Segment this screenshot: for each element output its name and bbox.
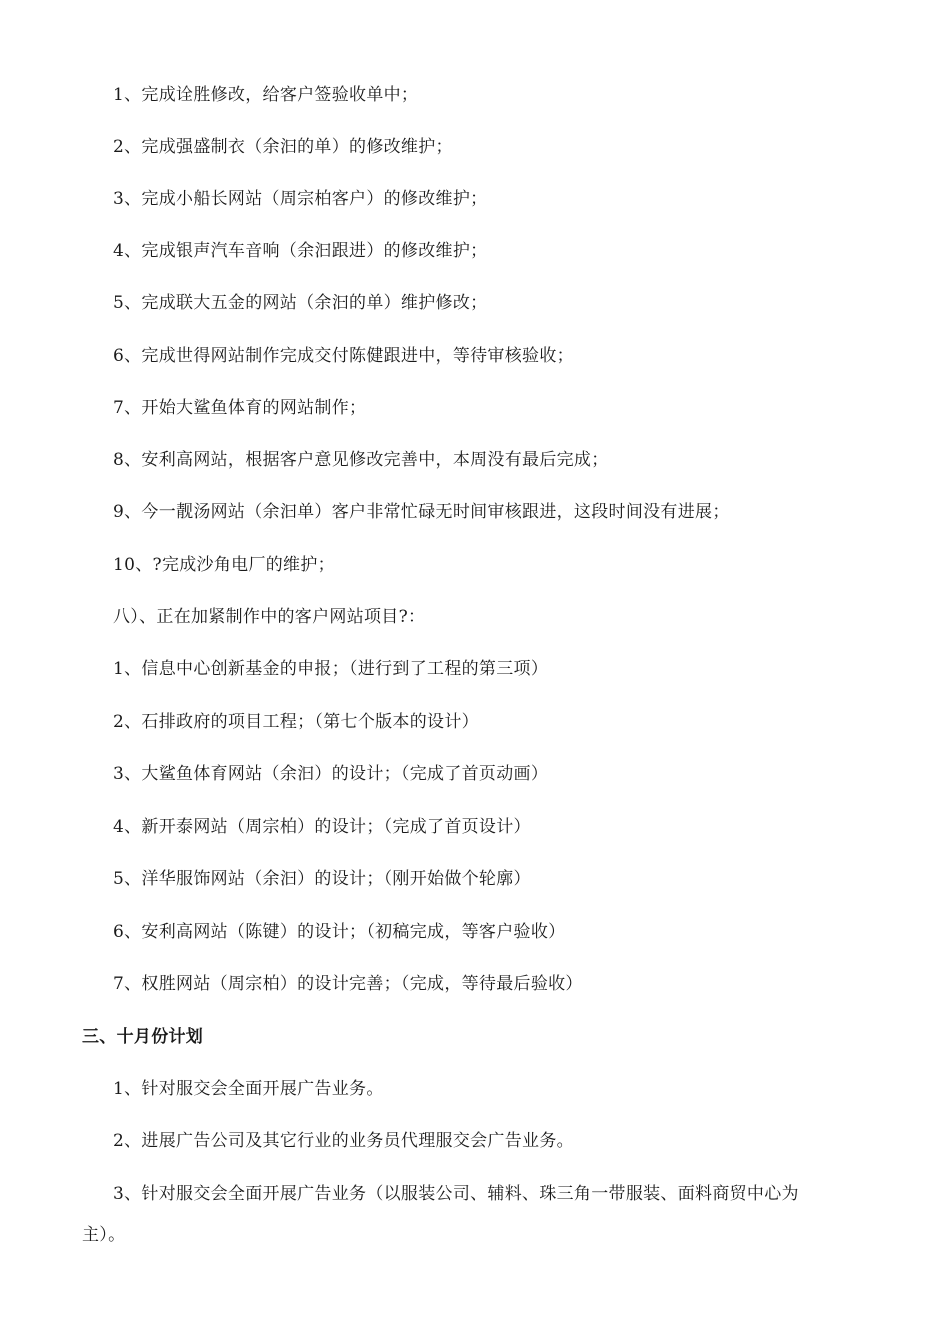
in-progress-item-2: 2、石排政府的项目工程；（第七个版本的设计） bbox=[113, 712, 479, 732]
done-item-3: 3、完成小船长网站（周宗柏客户）的修改维护； bbox=[113, 189, 488, 209]
section-eight-title: 八）、正在加紧制作中的客户网站项目?： bbox=[113, 607, 426, 627]
done-item-6: 6、完成世得网站制作完成交付陈健跟进中，等待审核验收； bbox=[113, 346, 574, 366]
done-item-10: 10、?完成沙角电厂的维护； bbox=[113, 555, 335, 575]
done-item-2: 2、完成强盛制衣（余汩的单）的修改维护； bbox=[113, 137, 453, 157]
plan-item-1: 1、针对服交会全面开展广告业务。 bbox=[113, 1079, 384, 1099]
in-progress-item-7: 7、权胜网站（周宗柏）的设计完善；（完成，等待最后验收） bbox=[113, 974, 583, 994]
plan-item-2: 2、进展广告公司及其它行业的业务员代理服交会广告业务。 bbox=[113, 1131, 574, 1151]
in-progress-item-4: 4、新开泰网站（周宗柏）的设计；（完成了首页设计） bbox=[113, 817, 531, 837]
done-item-4: 4、完成银声汽车音响（余汩跟进）的修改维护； bbox=[113, 241, 488, 261]
done-item-9: 9、今一靓汤网站（余汩单）客户非常忙碌无时间审核跟进，这段时间没有进展； bbox=[113, 502, 730, 522]
plan-item-3-line-2: 主）。 bbox=[82, 1225, 126, 1245]
done-item-7: 7、开始大鲨鱼体育的网站制作； bbox=[113, 398, 367, 418]
section-three-heading: 三、十月份计划 bbox=[82, 1027, 204, 1047]
in-progress-item-3: 3、大鲨鱼体育网站（余汩）的设计；（完成了首页动画） bbox=[113, 764, 549, 784]
plan-item-3-line-1: 3、针对服交会全面开展广告业务（以服装公司、辅料、珠三角一带服装、面料商贸中心为 bbox=[113, 1184, 799, 1204]
in-progress-item-1: 1、信息中心创新基金的申报；（进行到了工程的第三项） bbox=[113, 659, 549, 679]
in-progress-item-5: 5、洋华服饰网站（余汩）的设计；（刚开始做个轮廓） bbox=[113, 869, 531, 889]
in-progress-item-6: 6、安利高网站（陈键）的设计；（初稿完成，等客户验收） bbox=[113, 922, 566, 942]
done-item-8: 8、安利高网站，根据客户意见修改完善中，本周没有最后完成； bbox=[113, 450, 609, 470]
done-item-1: 1、完成诠胜修改，给客户签验收单中； bbox=[113, 85, 419, 105]
done-item-5: 5、完成联大五金的网站（余汩的单）维护修改； bbox=[113, 293, 488, 313]
